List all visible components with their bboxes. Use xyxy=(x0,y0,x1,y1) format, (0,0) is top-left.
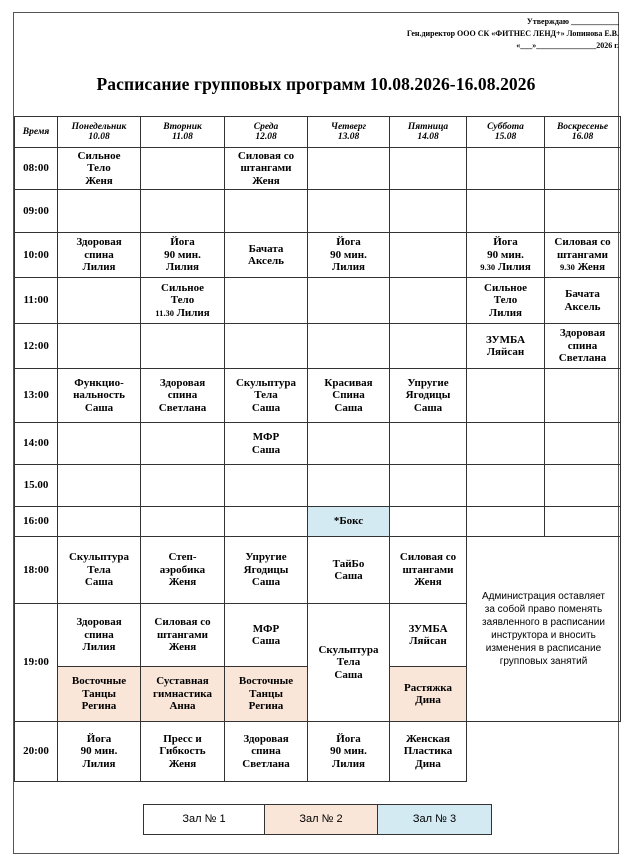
class-cell: МФР Саша xyxy=(225,423,308,465)
row-1800 xyxy=(15,537,621,604)
empty-cell xyxy=(545,369,621,423)
empty-cell xyxy=(308,324,390,369)
class-cell: Скульптура Тела Саша xyxy=(58,537,141,604)
class-cell: Скульптура Тела Саша xyxy=(308,604,390,722)
empty-cell xyxy=(141,507,225,537)
row-0800 xyxy=(15,148,621,190)
class-cell: Женская Пластика Дина xyxy=(390,722,467,782)
class-cell: Упругие Ягодицы Саша xyxy=(390,369,467,423)
class-cell: Силовая со штангами Женя xyxy=(141,604,225,667)
header-day-sat: Суббота 15.08 xyxy=(467,117,545,148)
empty-cell xyxy=(467,369,545,423)
empty-cell xyxy=(467,465,545,507)
empty-cell xyxy=(467,423,545,465)
empty-cell xyxy=(390,465,467,507)
class-cell: Сильное Тело Лилия xyxy=(467,278,545,324)
empty-cell xyxy=(58,423,141,465)
class-cell: Силовая со штангами Женя xyxy=(225,148,308,190)
empty-cell xyxy=(308,278,390,324)
header-day-fri: Пятница 14.08 xyxy=(390,117,467,148)
empty-cell xyxy=(225,190,308,233)
row-1600 xyxy=(15,507,621,537)
notice-cell xyxy=(467,537,621,722)
empty-cell xyxy=(545,190,621,233)
legend-hall-3: Зал № 3 xyxy=(378,805,491,834)
empty-cell xyxy=(141,190,225,233)
empty-cell xyxy=(545,507,621,537)
empty-cell xyxy=(390,190,467,233)
header-time: Время xyxy=(15,117,58,148)
page-title: Расписание групповых программ 10.08.2026-16.08.2026 xyxy=(96,74,536,94)
class-cell: Пресс и Гибкость Женя xyxy=(141,722,225,782)
empty-cell xyxy=(308,423,390,465)
header-row xyxy=(15,117,621,148)
header-day-sun: Воскресенье 16.08 xyxy=(545,117,621,148)
class-cell: МФР Саша xyxy=(225,604,308,667)
empty-cell xyxy=(141,148,225,190)
class-cell: Суставная гимнастика Анна xyxy=(141,667,225,722)
class-cell: Упругие Ягодицы Саша xyxy=(225,537,308,604)
class-cell: Йога 90 мин. Лилия xyxy=(141,233,225,278)
header-day-wed: Среда 12.08 xyxy=(225,117,308,148)
legend-hall-2: Зал № 2 xyxy=(265,805,378,834)
approval-line-3: «___»_______________2026 г. xyxy=(516,41,619,50)
empty-cell xyxy=(58,465,141,507)
class-cell: Восточные Танцы Регина xyxy=(225,667,308,722)
class-cell: *Бокс xyxy=(308,507,390,537)
empty-cell xyxy=(390,148,467,190)
empty-cell xyxy=(58,507,141,537)
empty-cell xyxy=(390,278,467,324)
class-cell: Степ- аэробика Женя xyxy=(141,537,225,604)
class-cell: Здоровая спина Светлана xyxy=(225,722,308,782)
empty-cell xyxy=(467,507,545,537)
empty-cell xyxy=(545,722,621,782)
class-cell: Силовая со штангами 9.30 Женя xyxy=(545,233,621,278)
row-2000 xyxy=(15,722,621,782)
hall-legend xyxy=(143,804,492,835)
approval-line-1: Утверждаю ____________ xyxy=(526,17,619,26)
class-cell: Бачата Аксель xyxy=(545,278,621,324)
row-1000 xyxy=(15,233,621,278)
time-cell: 13:00 xyxy=(15,369,58,423)
empty-cell xyxy=(308,465,390,507)
header-day-mon: Понедельник 10.08 xyxy=(58,117,141,148)
empty-cell xyxy=(225,465,308,507)
class-cell: Здоровая спина Светлана xyxy=(545,324,621,369)
time-cell: 15.00 xyxy=(15,465,58,507)
empty-cell xyxy=(308,190,390,233)
time-cell: 08:00 xyxy=(15,148,58,190)
approval-block xyxy=(407,16,619,52)
empty-cell xyxy=(390,233,467,278)
empty-cell xyxy=(390,324,467,369)
empty-cell xyxy=(545,423,621,465)
class-cell: Сильное Тело 11.30 Лилия xyxy=(141,278,225,324)
empty-cell xyxy=(58,190,141,233)
empty-cell xyxy=(225,324,308,369)
class-cell: Бачата Аксель xyxy=(225,233,308,278)
class-cell: Йога 90 мин. Лилия xyxy=(58,722,141,782)
row-0900 xyxy=(15,190,621,233)
empty-cell xyxy=(390,507,467,537)
empty-cell xyxy=(58,324,141,369)
empty-cell xyxy=(141,423,225,465)
empty-cell xyxy=(225,507,308,537)
header-day-tue: Вторник 11.08 xyxy=(141,117,225,148)
class-cell: ТайБо Саша xyxy=(308,537,390,604)
time-cell: 18:00 xyxy=(15,537,58,604)
row-1400 xyxy=(15,423,621,465)
class-cell: Сильное Тело Женя xyxy=(58,148,141,190)
row-1100 xyxy=(15,278,621,324)
legend-hall-1: Зал № 1 xyxy=(144,805,265,834)
row-1200 xyxy=(15,324,621,369)
class-cell: ЗУМБА Ляйсан xyxy=(390,604,467,667)
time-cell: 09:00 xyxy=(15,190,58,233)
empty-cell xyxy=(141,324,225,369)
class-cell: Силовая со штангами Женя xyxy=(390,537,467,604)
schedule-table xyxy=(14,116,621,782)
class-cell: Йога 90 мин. Лилия xyxy=(308,233,390,278)
empty-cell xyxy=(467,722,545,782)
class-cell: Функцио- нальность Саша xyxy=(58,369,141,423)
class-cell: Здоровая спина Лилия xyxy=(58,233,141,278)
empty-cell xyxy=(58,278,141,324)
class-cell: Йога 90 мин. Лилия xyxy=(308,722,390,782)
empty-cell xyxy=(390,423,467,465)
class-cell: Здоровая спина Лилия xyxy=(58,604,141,667)
empty-cell xyxy=(141,465,225,507)
class-cell: Красивая Спина Саша xyxy=(308,369,390,423)
empty-cell xyxy=(545,148,621,190)
empty-cell xyxy=(545,465,621,507)
time-cell: 20:00 xyxy=(15,722,58,782)
class-cell: ЗУМБА Ляйсан xyxy=(467,324,545,369)
row-1500 xyxy=(15,465,621,507)
time-cell: 10:00 xyxy=(15,233,58,278)
header-day-thu: Четверг 13.08 xyxy=(308,117,390,148)
class-cell: Скульптура Тела Саша xyxy=(225,369,308,423)
time-cell: 12:00 xyxy=(15,324,58,369)
empty-cell xyxy=(225,278,308,324)
time-cell: 16:00 xyxy=(15,507,58,537)
empty-cell xyxy=(467,190,545,233)
time-cell: 14:00 xyxy=(15,423,58,465)
class-cell: Йога 90 мин. 9.30 Лилия xyxy=(467,233,545,278)
approval-line-2: Ген.директор ООО СК «ФИТНЕС ЛЕНД+» Лопинова Е.В. xyxy=(406,29,619,38)
time-cell: 19:00 xyxy=(15,604,58,722)
class-cell: Восточные Танцы Регина xyxy=(58,667,141,722)
class-cell: Растяжка Дина xyxy=(390,667,467,722)
row-1300 xyxy=(15,369,621,423)
class-cell: Здоровая спина Светлана xyxy=(141,369,225,423)
administration-note: Администрация оставляет за собой право поменять заявленного в расписании инструктора и вносить изменения в расписание групповых занятий xyxy=(481,591,606,667)
time-cell: 11:00 xyxy=(15,278,58,324)
empty-cell xyxy=(467,148,545,190)
empty-cell xyxy=(308,148,390,190)
